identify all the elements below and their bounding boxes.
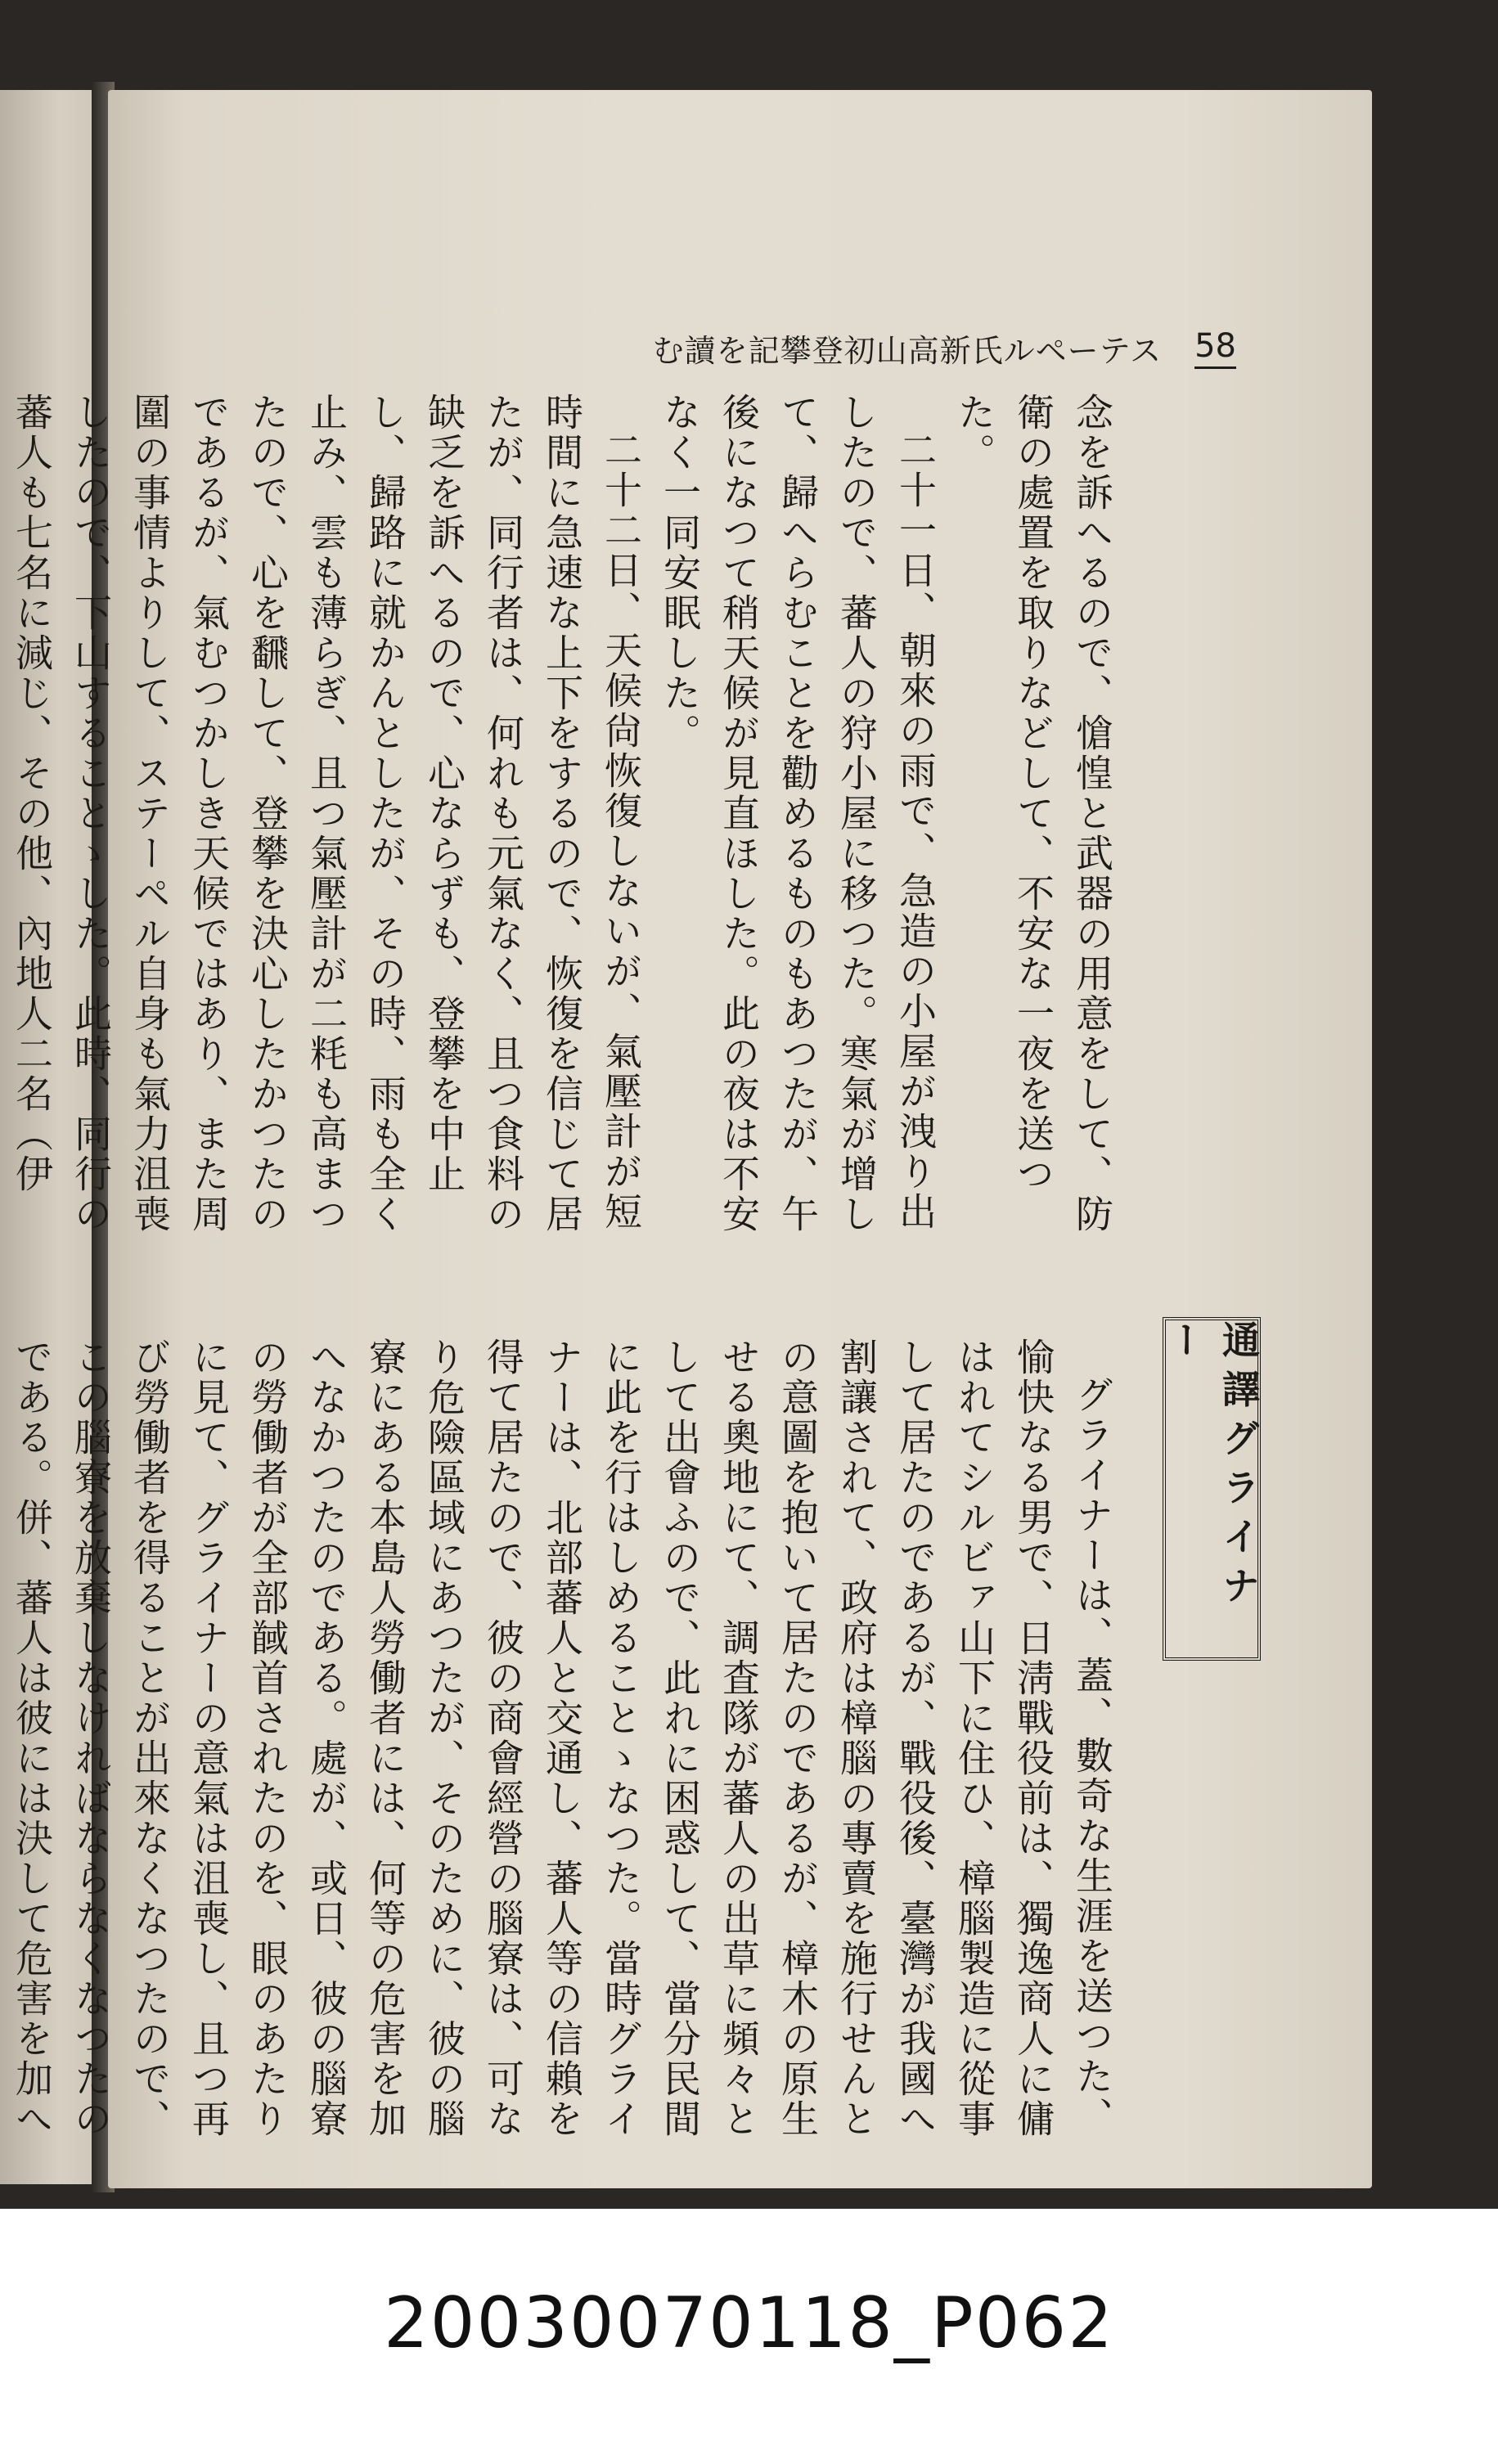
lower-text-block — [10, 1338, 1122, 2172]
upper-text-block — [10, 393, 1122, 1252]
upper-paragraph-3: 二十二日、天候尙恢復しないが、氣壓計が短時間に急速な上下をするので、恢復を信じて居たが、同行者は、何れも元氣なく、且つ食料の缺乏を訴へるので、心ならずも、登攀を中止し、歸路に就かんとしたが、その時、雨も全く止み、雲も薄らぎ、且つ氣壓計が二粍も高まつたので、心を飜して、登攀を決心したかつたのであるが、氣むつかしき天候ではあり、また周圍の事情よりして、ステーペル自身も氣力沮喪したので、下山することゝした。此時、同行の蕃人も七名に減じ、その他、內地人二名（伊 — [10, 393, 643, 1234]
section-heading: 通譯グライナー — [1163, 1317, 1261, 1661]
upper-paragraph-2: 二十一日、朝來の雨で、急造の小屋が洩り出したので、蕃人の狩小屋に移つた。寒氣が增して、歸へらむことを勸めるものもあつたが、午後になつて稍天候が見直ほした。此の夜は不安なく一同安眠した。 — [658, 393, 938, 1234]
lower-paragraph-1: グライナーは、蓋、數奇な生涯を送つた、愉快なる男で、日淸戰役前は、獨逸商人に傭はれてシルビァ山下に住ひ、樟腦製造に從事して居たのであるが、戰役後、臺灣が我國へ割讓されて、政府は樟腦の專賣を施行せんとの意圖を抱いて居たのであるが、樟木の原生せる奧地にて、調査隊が蕃人の出草に頻々として出會ふので、此れに困惑して、當分民間に此を行はしめることゝなつた。當時グライナーは、北部蕃人と交通し、蕃人等の信賴を得て居たので、彼の商會經營の腦寮は、可なり危險區域にあつたが、そのために、彼の腦寮にある本島人勞働者には、何等の危害を加へなかつたのである。處が、或日、彼の腦寮の勞働者が全部馘首されたのを、眼のあたりに見て、グライナーの意氣は沮喪し、且つ再び勞働者を得ることが出來なくなつたので、この腦寮を放棄しなければならなくなつたのである。併、蕃人は彼には決して危害を加へ — [10, 1338, 1114, 2139]
page-header — [418, 323, 1236, 372]
running-title: む讀を記攀登初山高新氏ルペーテス — [652, 332, 1163, 369]
page-number: 58 — [1194, 327, 1236, 369]
upper-paragraph-1: 念を訴へるので、愴惶と武器の用意をして、防衛の處置を取りなどして、不安な一夜を送つた。 — [952, 393, 1114, 1234]
image-id-caption: 20030070118_P062 — [384, 2282, 1114, 2364]
